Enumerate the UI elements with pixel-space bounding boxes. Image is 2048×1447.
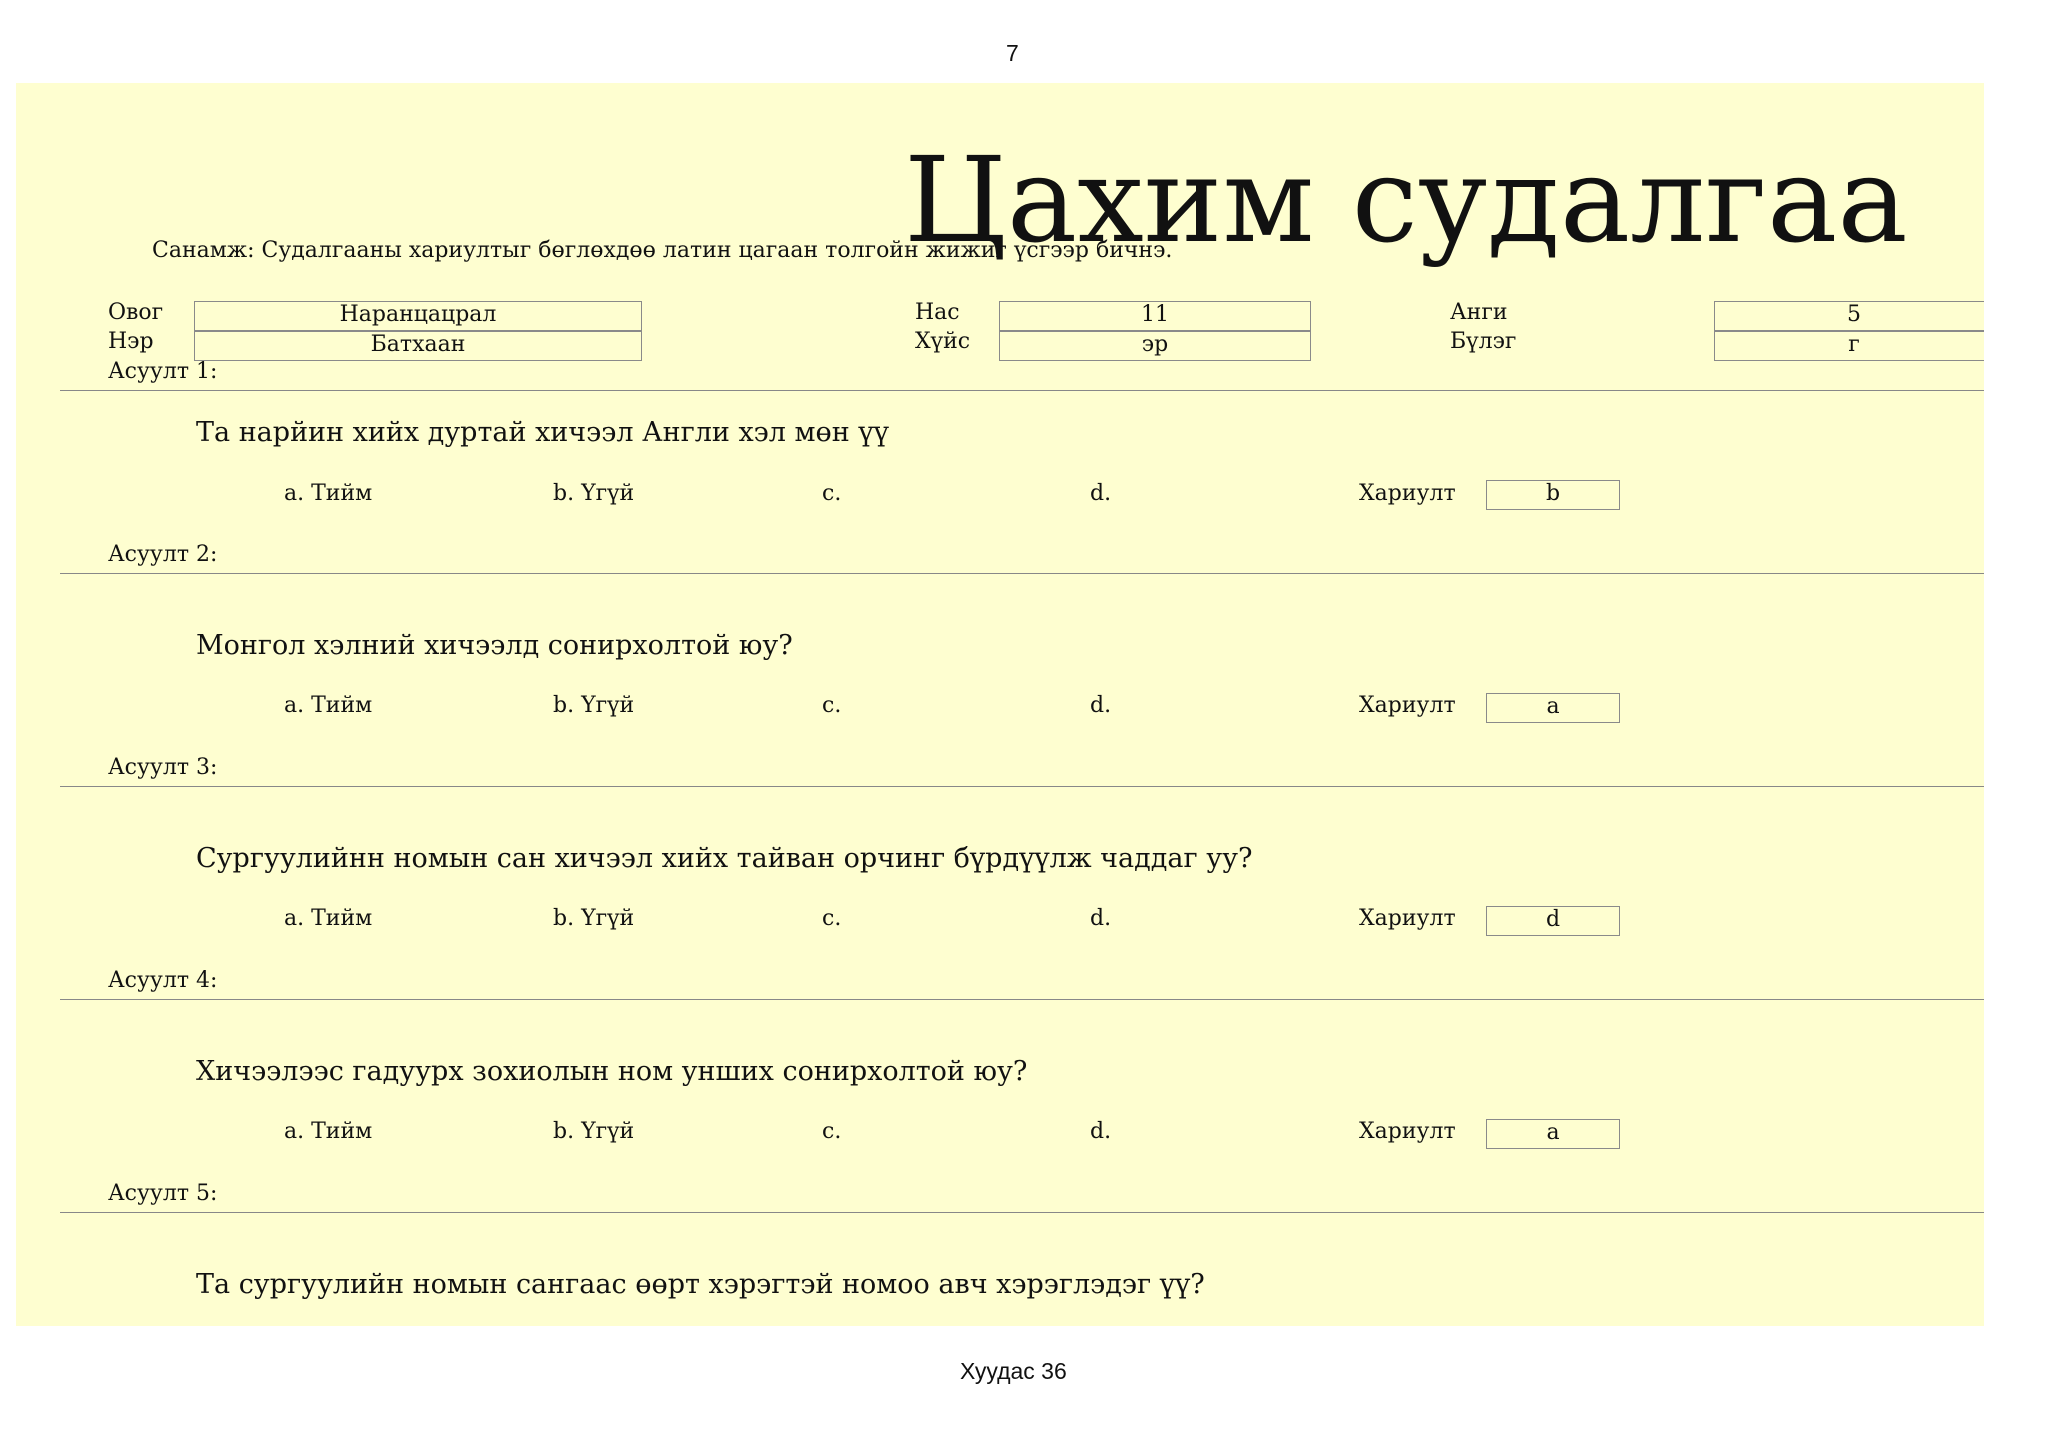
question-text: Сургуулийнн номын сан хичээл хийх тайван орчинг бүрдүүлж чаддаг уу? — [196, 843, 1253, 874]
option-c: c. — [822, 1119, 842, 1144]
page-top-number: 7 — [1006, 40, 1019, 66]
question-label: Асуулт 3: — [108, 755, 218, 780]
option-b: b. Үгүй — [553, 906, 635, 931]
option-b: b. Үгүй — [553, 481, 635, 506]
answer-label: Хариулт — [1359, 906, 1456, 931]
answer-field[interactable]: d — [1486, 906, 1620, 936]
gender-label: Хүйс — [915, 329, 971, 354]
class-field[interactable]: 5 — [1714, 301, 1984, 331]
divider — [60, 999, 1984, 1000]
divider — [60, 573, 1984, 574]
name-field[interactable]: Батхаан — [194, 331, 642, 361]
option-c: c. — [822, 906, 842, 931]
age-field[interactable]: 11 — [999, 301, 1311, 331]
option-d: d. — [1090, 906, 1112, 931]
question-label: Асуулт 1: — [108, 359, 218, 384]
question-label: Асуулт 4: — [108, 968, 218, 993]
question-text: Та сургуулийн номын сангаас өөрт хэрэгтэй номоо авч хэрэглэдэг үү? — [196, 1269, 1205, 1300]
question-label: Асуулт 5: — [108, 1181, 218, 1206]
surname-field[interactable]: Наранцацрал — [194, 301, 642, 331]
answer-label: Хариулт — [1359, 481, 1456, 506]
divider — [60, 1212, 1984, 1213]
page-footer: Хуудас 36 — [960, 1358, 1067, 1384]
question-label: Асуулт 2: — [108, 542, 218, 567]
option-d: d. — [1090, 1119, 1112, 1144]
option-a: a. Тийм — [284, 1119, 373, 1144]
option-b: b. Үгүй — [553, 693, 635, 718]
option-d: d. — [1090, 693, 1112, 718]
group-field[interactable]: г — [1714, 331, 1984, 361]
option-c: c. — [822, 693, 842, 718]
answer-label: Хариулт — [1359, 693, 1456, 718]
option-d: d. — [1090, 481, 1112, 506]
answer-field[interactable]: b — [1486, 480, 1620, 510]
age-label: Нас — [915, 300, 960, 325]
divider — [60, 786, 1984, 787]
gender-field[interactable]: эр — [999, 331, 1311, 361]
question-text: Хичээлээс гадуурх зохиолын ном унших сонирхолтой юу? — [196, 1056, 1028, 1087]
class-label: Анги — [1450, 300, 1508, 325]
question-text: Та нарйин хийх дуртай хичээл Англи хэл мөн үү — [196, 417, 889, 448]
survey-sheet — [16, 83, 1984, 1326]
answer-label: Хариулт — [1359, 1119, 1456, 1144]
answer-field[interactable]: a — [1486, 693, 1620, 723]
answer-field[interactable]: a — [1486, 1119, 1620, 1149]
option-a: a. Тийм — [284, 906, 373, 931]
option-b: b. Үгүй — [553, 1119, 635, 1144]
option-a: a. Тийм — [284, 481, 373, 506]
page-title: Цахим судалгаа — [904, 131, 1908, 269]
instruction-note: Санамж: Судалгааны хариултыг бөглөхдөө латин цагаан толгойн жижиг үсгээр бичнэ. — [152, 238, 1173, 263]
question-text: Монгол хэлний хичээлд сонирхолтой юу? — [196, 630, 793, 661]
name-label: Нэр — [108, 329, 154, 354]
surname-label: Овог — [108, 300, 164, 325]
divider — [60, 390, 1984, 391]
option-a: a. Тийм — [284, 693, 373, 718]
option-c: c. — [822, 481, 842, 506]
group-label: Бүлэг — [1450, 329, 1517, 354]
